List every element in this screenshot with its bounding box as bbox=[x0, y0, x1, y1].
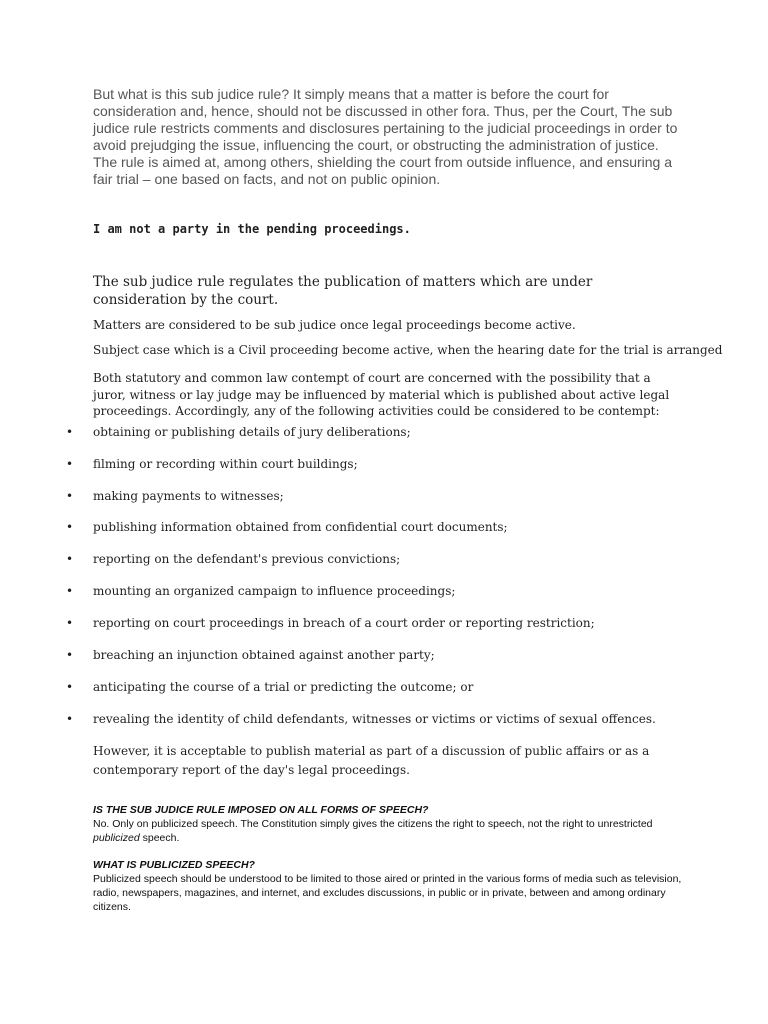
bullet-icon: • bbox=[66, 425, 74, 439]
faq-answer-1 bbox=[93, 817, 673, 845]
contempt-paragraph: Both statutory and common law contempt of court are concerned with the possibility that a juror, witness or lay judge may be influenced by material which is published about active legal proceedings. Accordingly, any of the following activities could be considered to be contempt: bbox=[93, 371, 670, 418]
bullet-icon: • bbox=[66, 616, 74, 630]
matters-sentence: Matters are considered to be sub judice once legal proceedings become active. bbox=[93, 318, 576, 332]
list-item-text: anticipating the course of a trial or predicting the outcome; or bbox=[93, 680, 474, 694]
bullet-icon: • bbox=[66, 552, 74, 566]
statement-line: I am not a party in the pending proceedings. bbox=[93, 222, 411, 236]
list-item-text: obtaining or publishing details of jury deliberations; bbox=[93, 425, 411, 439]
bullet-icon: • bbox=[66, 680, 74, 694]
list-item-text: reporting on the defendant's previous convictions; bbox=[93, 552, 401, 566]
acceptable-paragraph: However, it is acceptable to publish material as part of a discussion of public affairs or as a contemporary report of the day's legal proceedings. bbox=[93, 744, 650, 777]
bullet-icon: • bbox=[66, 712, 74, 726]
faq-question-1: IS THE SUB JUDICE RULE IMPOSED ON ALL FORMS OF SPEECH? bbox=[93, 804, 429, 816]
faq-answer-1-emphasis: publicized bbox=[93, 832, 140, 844]
bullet-icon: • bbox=[66, 648, 74, 662]
list-item-text: reporting on court proceedings in breach of a court order or reporting restriction; bbox=[93, 616, 595, 630]
subject-case-sentence: Subject case which is a Civil proceeding become active, when the hearing date for the trial is arranged bbox=[93, 343, 723, 357]
faq-answer-1-text: No. Only on publicized speech. The Constitution simply gives the citizens the right to speech, not the right to unrestricted bbox=[93, 818, 653, 830]
faq-answer-1-tail: speech. bbox=[139, 832, 180, 844]
list-item-text: filming or recording within court buildings; bbox=[93, 457, 358, 471]
list-item-text: breaching an injunction obtained against another party; bbox=[93, 648, 435, 662]
bullet-icon: • bbox=[66, 520, 74, 534]
bullet-icon: • bbox=[66, 489, 74, 503]
list-item-text: making payments to witnesses; bbox=[93, 489, 284, 503]
bullet-icon: • bbox=[66, 584, 74, 598]
faq-question-2: WHAT IS PUBLICIZED SPEECH? bbox=[93, 859, 255, 871]
list-item-text: mounting an organized campaign to influence proceedings; bbox=[93, 584, 456, 598]
list-item-text: revealing the identity of child defendants, witnesses or victims or victims of sexual offences. bbox=[93, 712, 656, 726]
bullet-icon: • bbox=[66, 457, 74, 471]
faq-answer-2: Publicized speech should be understood to be limited to those aired or printed in the various forms of media such as television, radio, newspapers, magazines, and internet, and excludes discussions, in public or in private, between and among ordinary citizens. bbox=[93, 873, 682, 913]
intro-paragraph: But what is this sub judice rule? It simply means that a matter is before the court for consideration and, hence, should not be discussed in other fora. Thus, per the Court, The sub judice rule restricts comments and disclosures pertaining to the judicial proceedings in order to avoid prejudging the issue, influencing the court, or obstructing the administration of justice. The rule is aimed at, among others, shielding the court from outside influence, and ensuring a fair trial – one based on facts, and not on public opinion. bbox=[93, 86, 678, 187]
lead-paragraph: The sub judice rule regulates the publication of matters which are under consideration by the court. bbox=[93, 274, 593, 308]
list-item-text: publishing information obtained from confidential court documents; bbox=[93, 520, 508, 534]
